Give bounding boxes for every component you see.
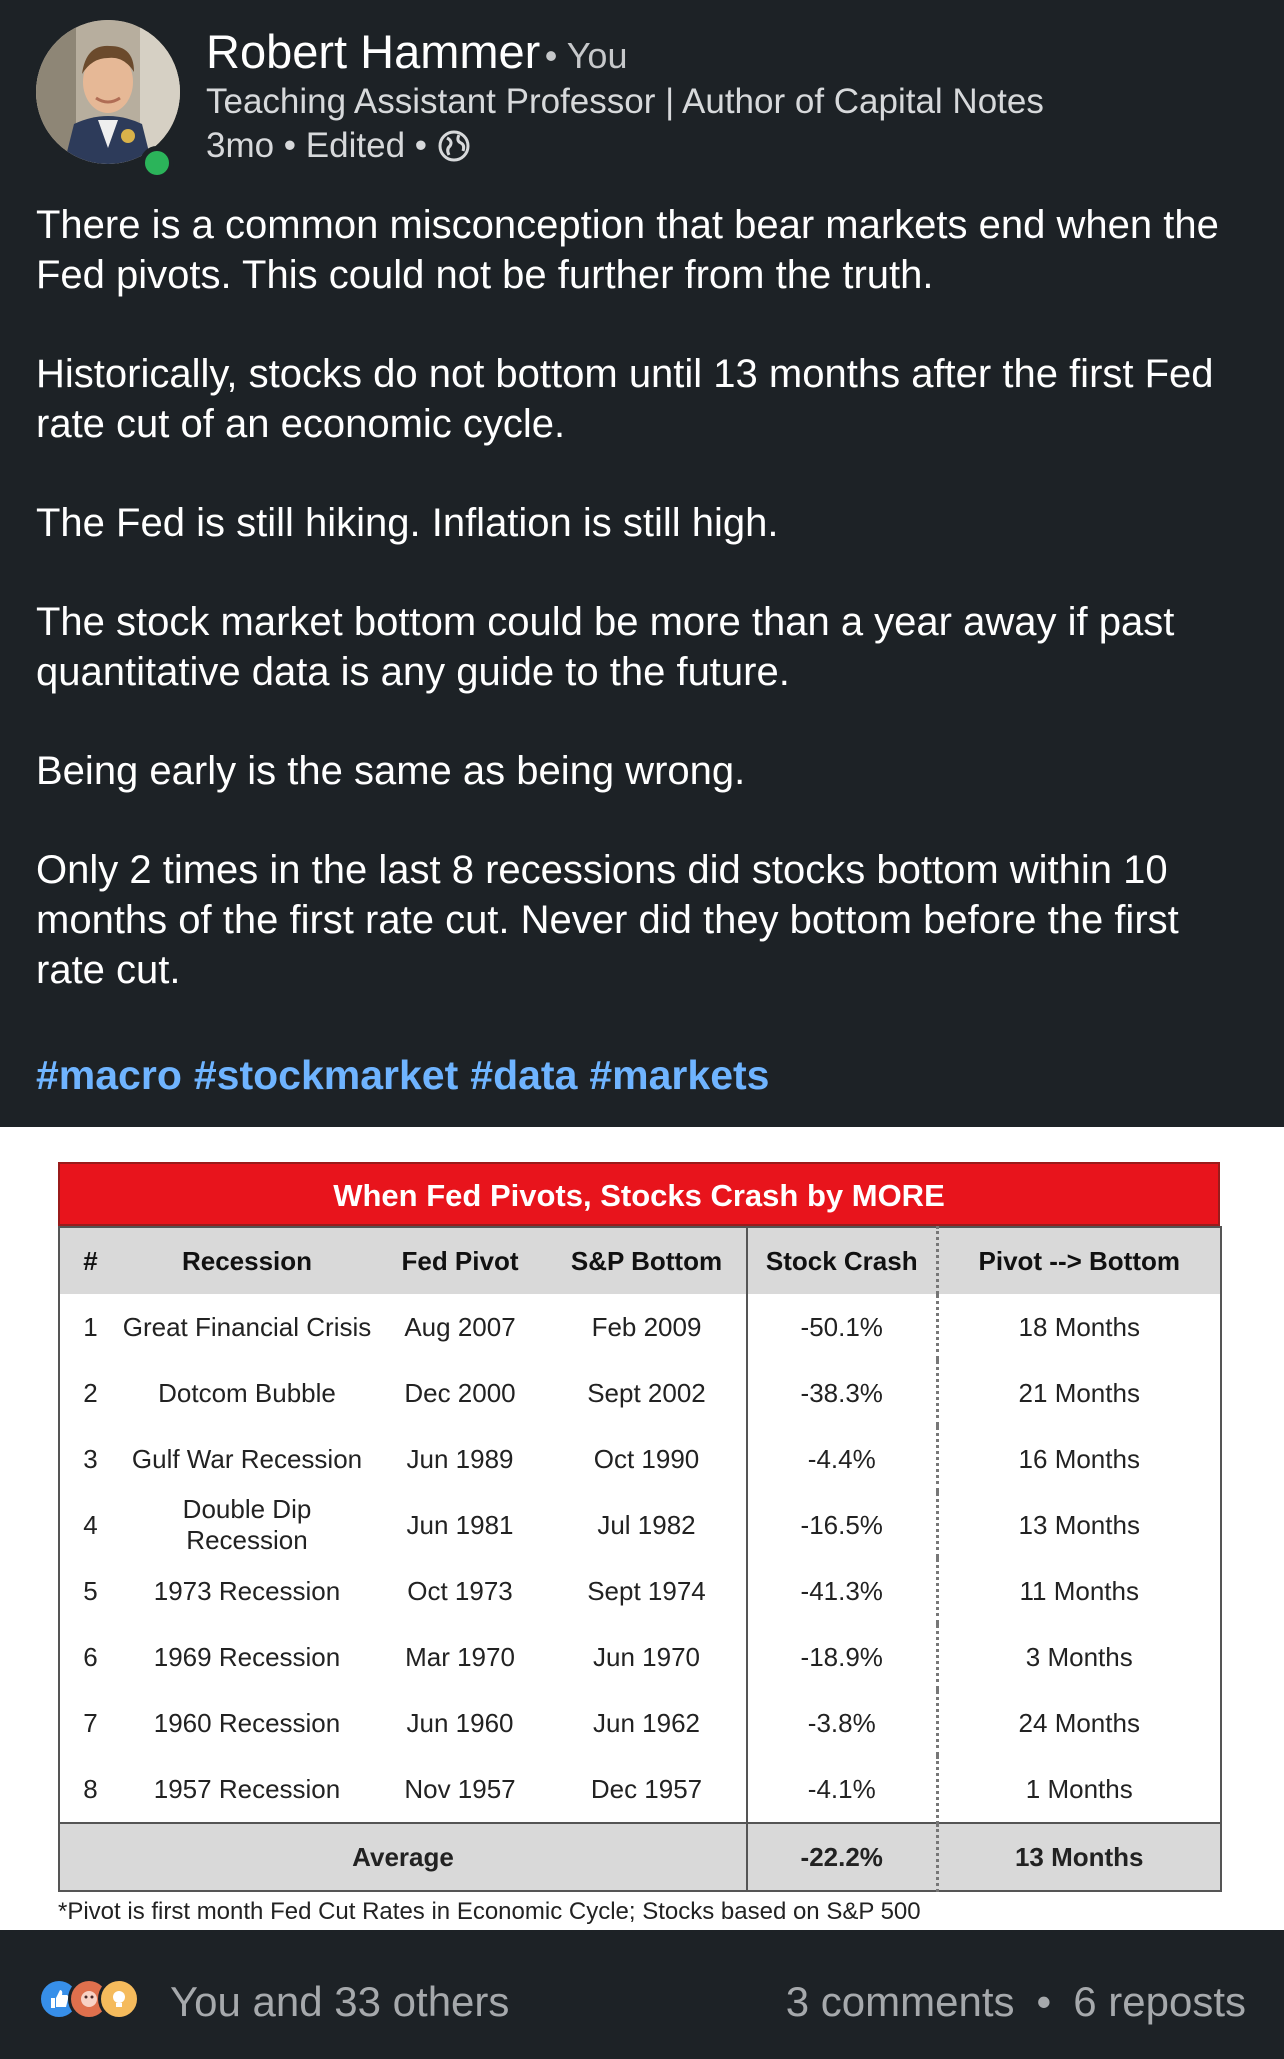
table-cell: Sept 1974	[587, 1575, 706, 1606]
table-cell: 16 Months	[937, 1426, 1221, 1492]
post-paragraph: There is a common misconception that bear markets end when the Fed pivots. This could not be further from the truth.	[36, 203, 1219, 297]
table-cell: 3	[83, 1443, 98, 1474]
table-cell: Jun 1989	[406, 1443, 514, 1474]
table-cell: 8	[83, 1773, 98, 1804]
author-headline: Teaching Assistant Professor | Author of Capital Notes	[206, 82, 1044, 121]
table-cell: 21 Months	[937, 1360, 1221, 1426]
data-table	[58, 1226, 1222, 1892]
table-cell: Nov 1957	[404, 1773, 516, 1804]
post-paragraph: Only 2 times in the last 8 recessions did stocks bottom within 10 months of the first rate cut. Never did they bottom before the first rate cut.	[36, 848, 1179, 992]
table-cell: -4.4%	[747, 1426, 937, 1492]
column-header: #	[59, 1227, 121, 1294]
table-cell: Jun 1962	[593, 1707, 700, 1738]
post-image[interactable]	[0, 1127, 1284, 1930]
table-cell: 11 Months	[937, 1558, 1221, 1624]
table-cell: 3 Months	[937, 1624, 1221, 1690]
separator-dot: •	[1036, 1978, 1052, 2025]
reaction-icons[interactable]	[38, 1978, 128, 2020]
table-cell: -50.1%	[747, 1294, 937, 1360]
table-cell: 1	[83, 1311, 98, 1342]
social-bar	[0, 1930, 1284, 2059]
table-cell: 7	[83, 1707, 98, 1738]
table-cell: Dec 1957	[590, 1773, 703, 1804]
column-header: Fed Pivot	[373, 1227, 547, 1294]
table-cell: 2	[83, 1377, 98, 1408]
post-body	[36, 200, 1256, 1044]
table-cell: -4.1%	[747, 1756, 937, 1823]
table-cell: Oct 1973	[407, 1575, 513, 1606]
table-row	[59, 1360, 1221, 1426]
table-cell: 24 Months	[937, 1690, 1221, 1756]
table-cell: Gulf War Recession	[131, 1443, 363, 1474]
author-name[interactable]: Robert Hammer	[206, 25, 541, 78]
table-cell: Sept 2002	[587, 1377, 706, 1408]
table-cell: 13 Months	[937, 1492, 1221, 1558]
table-cell: -16.5%	[747, 1492, 937, 1558]
table-cell: 1960 Recession	[153, 1707, 341, 1738]
table-row	[59, 1624, 1221, 1690]
table-header-row	[59, 1227, 1221, 1294]
author-name-row	[206, 24, 627, 79]
table-cell: Feb 2009	[591, 1311, 702, 1342]
column-header: Pivot --> Bottom	[937, 1227, 1221, 1294]
comments-count[interactable]: 3 comments	[785, 1978, 1015, 2025]
table-title: When Fed Pivots, Stocks Crash by MORE	[58, 1162, 1220, 1226]
table-graphic	[58, 1162, 1220, 1926]
post-paragraph: The Fed is still hiking. Inflation is still high.	[36, 501, 779, 545]
table-cell: Dec 2000	[404, 1377, 516, 1408]
table-cell: Jun 1981	[406, 1509, 514, 1540]
table-cell: Jun 1970	[593, 1641, 700, 1672]
post-paragraph: Being early is the same as being wrong.	[36, 749, 746, 793]
post-header	[36, 20, 1256, 170]
average-row	[59, 1823, 1221, 1891]
online-status-dot	[140, 146, 174, 180]
column-header: S&P Bottom	[547, 1227, 747, 1294]
reposts-count[interactable]: 6 reposts	[1073, 1978, 1246, 2025]
post-paragraph: The stock market bottom could be more than a year away if past quantitative data is any guide to the future.	[36, 600, 1175, 694]
hashtag-link[interactable]: #data	[470, 1052, 578, 1098]
table-row	[59, 1426, 1221, 1492]
table-cell: Jun 1960	[406, 1707, 514, 1738]
table-cell: 1973 Recession	[153, 1575, 341, 1606]
average-crash: -22.2%	[747, 1823, 937, 1891]
table-cell: 5	[83, 1575, 98, 1606]
table-cell: -3.8%	[747, 1690, 937, 1756]
average-label: Average	[59, 1823, 747, 1891]
hashtag-list	[36, 1052, 781, 1099]
you-label: • You	[544, 35, 628, 76]
table-row	[59, 1558, 1221, 1624]
hashtag-link[interactable]: #stockmarket	[193, 1052, 459, 1098]
avatar[interactable]	[36, 20, 180, 164]
engagement-counts	[786, 1978, 1246, 2026]
hashtag-link[interactable]: #macro	[36, 1052, 182, 1098]
table-cell: 4	[83, 1509, 98, 1540]
table-row	[59, 1492, 1221, 1558]
table-cell: 18 Months	[937, 1294, 1221, 1360]
table-cell: 6	[83, 1641, 98, 1672]
column-header: Stock Crash	[747, 1227, 937, 1294]
table-footnote: *Pivot is first month Fed Cut Rates in Economic Cycle; Stocks based on S&P 500	[58, 1898, 921, 1925]
average-duration: 13 Months	[937, 1823, 1221, 1891]
table-cell: Great Financial Crisis	[122, 1311, 372, 1342]
table-cell: Dotcom Bubble	[158, 1377, 336, 1408]
table-cell: -18.9%	[747, 1624, 937, 1690]
hashtag-link[interactable]: #markets	[589, 1052, 770, 1098]
column-header: Recession	[121, 1227, 373, 1294]
table-row	[59, 1690, 1221, 1756]
table-cell: 1957 Recession	[153, 1773, 341, 1804]
table-cell: Aug 2007	[404, 1311, 516, 1342]
table-cell: Mar 1970	[405, 1641, 515, 1672]
table-row	[59, 1756, 1221, 1823]
reactions-summary[interactable]: You and 33 others	[170, 1978, 510, 2025]
table-cell: Jul 1982	[597, 1509, 696, 1540]
table-row	[59, 1294, 1221, 1360]
table-cell: 1969 Recession	[153, 1641, 341, 1672]
table-cell: Double Dip Recession	[182, 1494, 312, 1555]
table-cell: Oct 1990	[593, 1443, 700, 1474]
table-cell: -41.3%	[747, 1558, 937, 1624]
table-cell: -38.3%	[747, 1360, 937, 1426]
globe-icon	[437, 129, 471, 163]
table-cell: 1 Months	[937, 1756, 1221, 1823]
post-paragraph: Historically, stocks do not bottom until 13 months after the first Fed rate cut of an economic cycle.	[36, 352, 1214, 446]
insightful-icon	[98, 1978, 140, 2020]
post-meta-text: 3mo • Edited •	[206, 126, 428, 165]
avatar-photo	[36, 20, 180, 164]
post-meta	[206, 126, 471, 166]
